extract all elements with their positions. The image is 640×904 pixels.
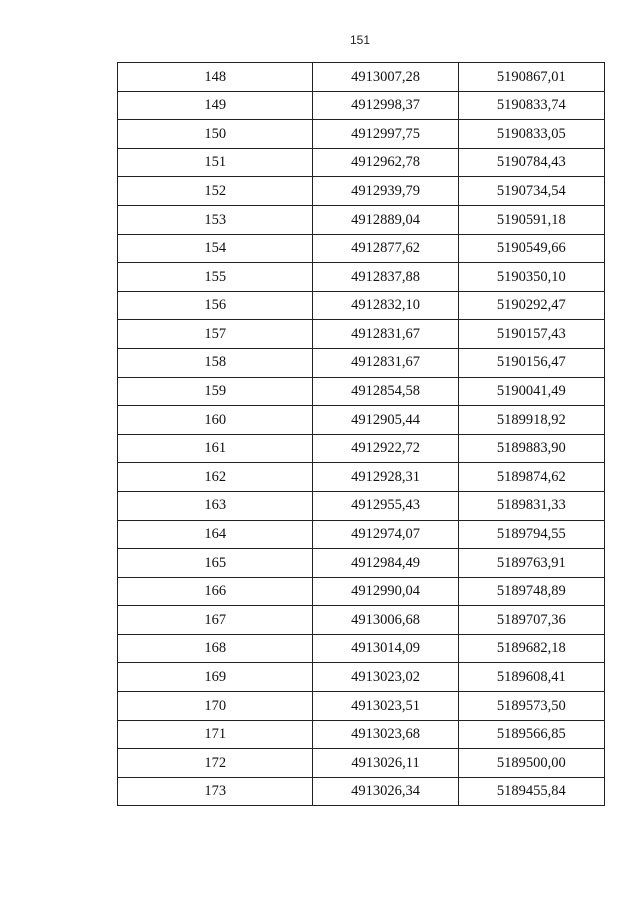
x-coordinate-cell: 4913023,51 <box>313 692 458 721</box>
point-number-cell: 149 <box>118 91 313 120</box>
point-number-cell: 155 <box>118 263 313 292</box>
x-coordinate-cell: 4913007,28 <box>313 63 458 92</box>
point-number-cell: 162 <box>118 463 313 492</box>
table-row <box>118 663 605 692</box>
x-coordinate-cell: 4912905,44 <box>313 406 458 435</box>
y-coordinate-cell: 5189566,85 <box>458 720 604 749</box>
point-number-cell: 157 <box>118 320 313 349</box>
table-row <box>118 406 605 435</box>
point-number-cell: 152 <box>118 177 313 206</box>
table-row <box>118 377 605 406</box>
table-row <box>118 348 605 377</box>
coordinates-table-body <box>118 63 605 806</box>
x-coordinate-cell: 4912974,07 <box>313 520 458 549</box>
y-coordinate-cell: 5190867,01 <box>458 63 604 92</box>
table-row <box>118 120 605 149</box>
point-number-cell: 153 <box>118 205 313 234</box>
y-coordinate-cell: 5189874,62 <box>458 463 604 492</box>
table-row <box>118 577 605 606</box>
x-coordinate-cell: 4912997,75 <box>313 120 458 149</box>
point-number-cell: 164 <box>118 520 313 549</box>
y-coordinate-cell: 5189748,89 <box>458 577 604 606</box>
table-row <box>118 634 605 663</box>
table-row <box>118 320 605 349</box>
point-number-cell: 163 <box>118 491 313 520</box>
table-row <box>118 91 605 120</box>
y-coordinate-cell: 5190734,54 <box>458 177 604 206</box>
table-row <box>118 291 605 320</box>
x-coordinate-cell: 4913023,02 <box>313 663 458 692</box>
y-coordinate-cell: 5190157,43 <box>458 320 604 349</box>
x-coordinate-cell: 4912928,31 <box>313 463 458 492</box>
point-number-cell: 154 <box>118 234 313 263</box>
point-number-cell: 170 <box>118 692 313 721</box>
y-coordinate-cell: 5189794,55 <box>458 520 604 549</box>
y-coordinate-cell: 5189500,00 <box>458 749 604 778</box>
point-number-cell: 151 <box>118 148 313 177</box>
table-row <box>118 606 605 635</box>
point-number-cell: 171 <box>118 720 313 749</box>
table-row <box>118 520 605 549</box>
x-coordinate-cell: 4912998,37 <box>313 91 458 120</box>
x-coordinate-cell: 4912877,62 <box>313 234 458 263</box>
table-row <box>118 434 605 463</box>
x-coordinate-cell: 4912962,78 <box>313 148 458 177</box>
point-number-cell: 166 <box>118 577 313 606</box>
point-number-cell: 165 <box>118 549 313 578</box>
x-coordinate-cell: 4912832,10 <box>313 291 458 320</box>
x-coordinate-cell: 4912939,79 <box>313 177 458 206</box>
y-coordinate-cell: 5189918,92 <box>458 406 604 435</box>
y-coordinate-cell: 5189763,91 <box>458 549 604 578</box>
x-coordinate-cell: 4912854,58 <box>313 377 458 406</box>
y-coordinate-cell: 5189608,41 <box>458 663 604 692</box>
point-number-cell: 150 <box>118 120 313 149</box>
x-coordinate-cell: 4912831,67 <box>313 320 458 349</box>
x-coordinate-cell: 4913006,68 <box>313 606 458 635</box>
y-coordinate-cell: 5190350,10 <box>458 263 604 292</box>
x-coordinate-cell: 4913026,11 <box>313 749 458 778</box>
x-coordinate-cell: 4912922,72 <box>313 434 458 463</box>
table-row <box>118 749 605 778</box>
y-coordinate-cell: 5190833,05 <box>458 120 604 149</box>
x-coordinate-cell: 4913023,68 <box>313 720 458 749</box>
x-coordinate-cell: 4912837,88 <box>313 263 458 292</box>
y-coordinate-cell: 5189573,50 <box>458 692 604 721</box>
x-coordinate-cell: 4912889,04 <box>313 205 458 234</box>
table-row <box>118 205 605 234</box>
point-number-cell: 172 <box>118 749 313 778</box>
point-number-cell: 159 <box>118 377 313 406</box>
y-coordinate-cell: 5190549,66 <box>458 234 604 263</box>
x-coordinate-cell: 4912984,49 <box>313 549 458 578</box>
table-row <box>118 263 605 292</box>
point-number-cell: 160 <box>118 406 313 435</box>
table-row <box>118 148 605 177</box>
x-coordinate-cell: 4912990,04 <box>313 577 458 606</box>
table-row <box>118 63 605 92</box>
table-row <box>118 234 605 263</box>
point-number-cell: 148 <box>118 63 313 92</box>
y-coordinate-cell: 5189682,18 <box>458 634 604 663</box>
y-coordinate-cell: 5190784,43 <box>458 148 604 177</box>
table-row <box>118 549 605 578</box>
point-number-cell: 158 <box>118 348 313 377</box>
point-number-cell: 156 <box>118 291 313 320</box>
table-row <box>118 720 605 749</box>
x-coordinate-cell: 4912831,67 <box>313 348 458 377</box>
point-number-cell: 168 <box>118 634 313 663</box>
point-number-cell: 167 <box>118 606 313 635</box>
y-coordinate-cell: 5190156,47 <box>458 348 604 377</box>
x-coordinate-cell: 4912955,43 <box>313 491 458 520</box>
y-coordinate-cell: 5189707,36 <box>458 606 604 635</box>
point-number-cell: 169 <box>118 663 313 692</box>
page-number: 151 <box>349 33 371 47</box>
y-coordinate-cell: 5190041,49 <box>458 377 604 406</box>
table-row <box>118 463 605 492</box>
point-number-cell: 161 <box>118 434 313 463</box>
table-row <box>118 177 605 206</box>
table-row <box>118 692 605 721</box>
y-coordinate-cell: 5190591,18 <box>458 205 604 234</box>
y-coordinate-cell: 5190833,74 <box>458 91 604 120</box>
table-row <box>118 777 605 806</box>
x-coordinate-cell: 4913014,09 <box>313 634 458 663</box>
y-coordinate-cell: 5190292,47 <box>458 291 604 320</box>
y-coordinate-cell: 5189883,90 <box>458 434 604 463</box>
coordinates-table <box>117 62 605 806</box>
y-coordinate-cell: 5189831,33 <box>458 491 604 520</box>
point-number-cell: 173 <box>118 777 313 806</box>
x-coordinate-cell: 4913026,34 <box>313 777 458 806</box>
table-row <box>118 491 605 520</box>
y-coordinate-cell: 5189455,84 <box>458 777 604 806</box>
